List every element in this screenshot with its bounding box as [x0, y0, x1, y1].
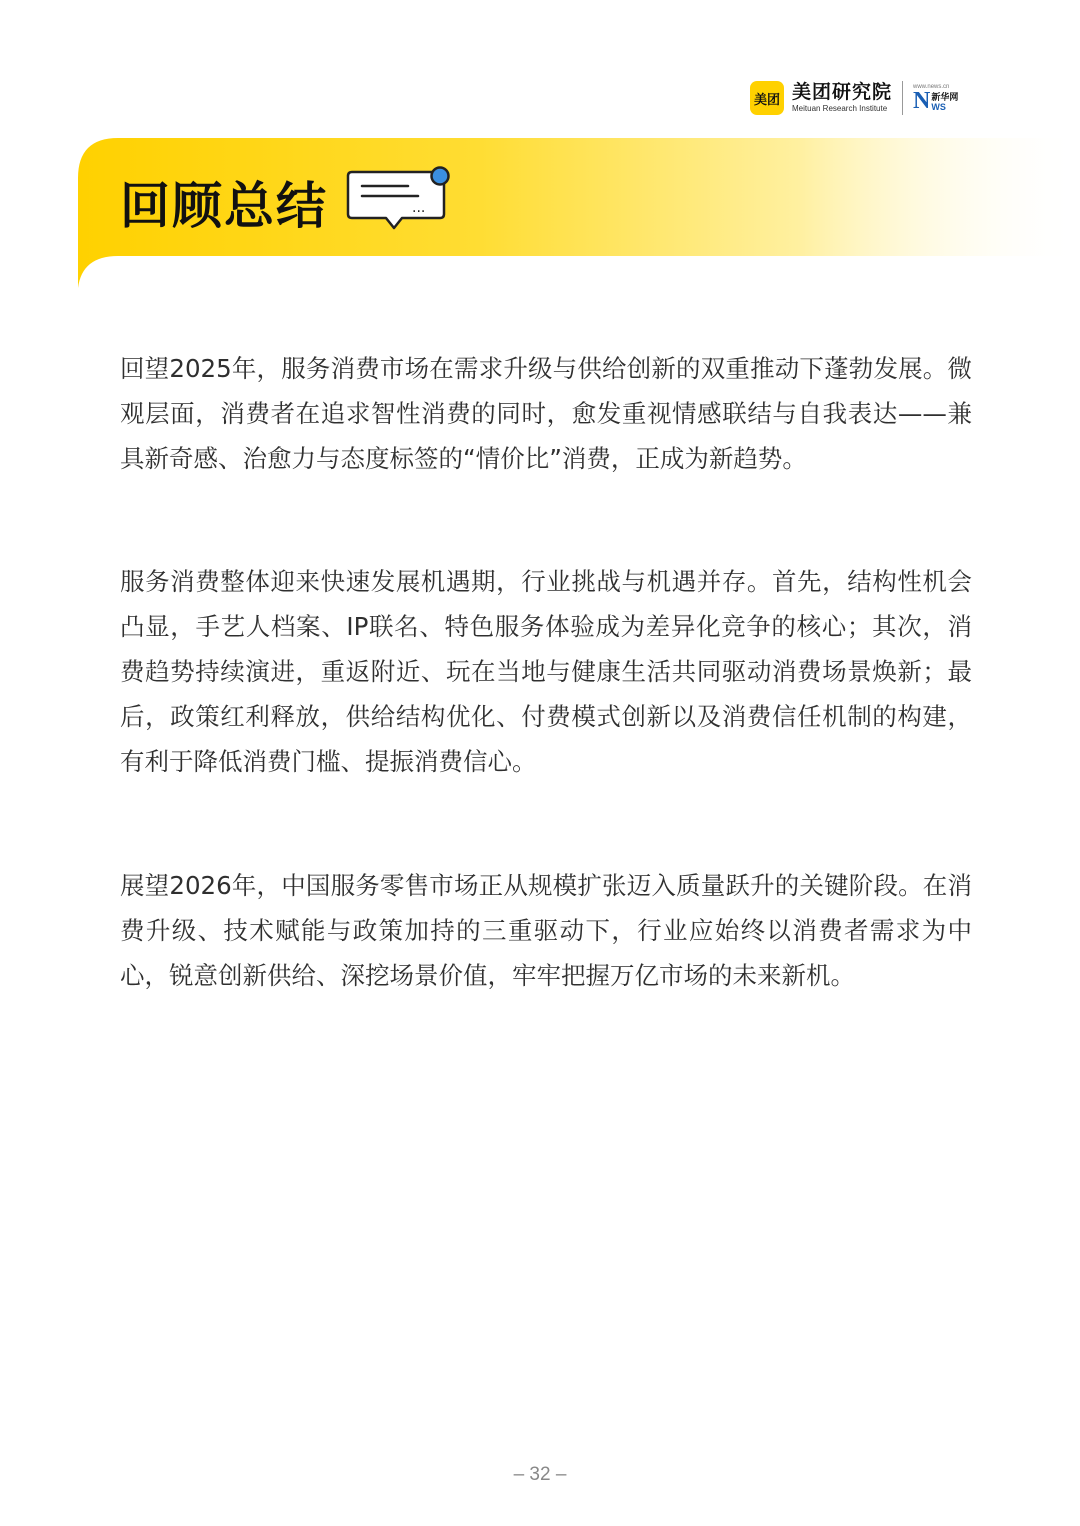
section-title: 回顾总结: [120, 177, 328, 235]
section-banner: [78, 138, 1080, 290]
bubble-dots: ...: [412, 200, 426, 216]
xinhua-ws-letters: WS: [931, 102, 946, 113]
meituan-name: 美团研究院: [792, 81, 893, 103]
logo-divider: [902, 81, 903, 115]
xinhua-n-letter: N: [913, 87, 931, 114]
page-number: – 32 –: [513, 1464, 567, 1485]
xinhua-logo: [913, 84, 958, 113]
xinhua-cn-name: 新华网: [931, 93, 959, 104]
paragraph-review-2025: 回望2025年，服务消费市场在需求升级与供给创新的双重推动下蓬勃发展。微观层面，消费者在追求智性消费的同时，愈发重视情感联结与自我表达——兼具新奇感、治愈力与态度标签的“情价比”消费，正成为新趋势。: [120, 354, 972, 473]
paragraph-outlook-2026: 展望2026年，中国服务零售市场正从规模扩张迈入质量跃升的关键阶段。在消费升级、技术赋能与政策加持的三重驱动下，行业应始终以消费者需求为中心，锐意创新供给、深挖场景价值，牢牢把握万亿市场的未来新机。: [120, 871, 972, 990]
chat-bubble-icon: [344, 162, 454, 234]
header-logos: [750, 78, 958, 118]
paragraph-service-consumption: 服务消费整体迎来快速发展机遇期，行业挑战与机遇并存。首先，结构性机会凸显，手艺人档案、IP联名、特色服务体验成为差异化竞争的核心；其次，消费趋势持续演进，重返附近、玩在当地与健康生活共同驱动消费场景焕新；最后，政策红利释放，供给结构优化、付费模式创新以及消费信任机制的构建，有利于降低消费门槛、提振消费信心。: [120, 567, 972, 776]
meituan-badge-text: 美团: [753, 92, 780, 108]
xinhua-mark: [913, 87, 959, 114]
meituan-wordmark: [792, 83, 892, 113]
meituan-english-name: Meituan Research Institute: [792, 104, 888, 113]
meituan-logo-badge: [750, 81, 784, 115]
xinhua-url: www.news.cn: [913, 83, 950, 90]
